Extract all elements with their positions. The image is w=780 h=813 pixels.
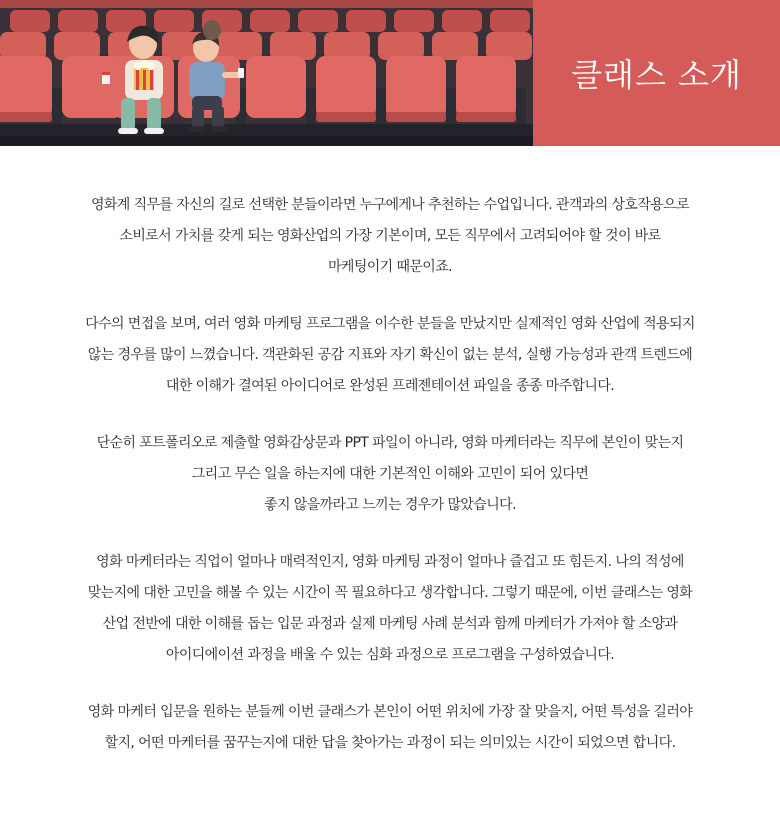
- paragraph-line: 소비로서 가치를 갖게 되는 영화산업의 가장 기본이며, 모든 직무에서 고려되어야 할 것이 바로: [119, 228, 661, 244]
- paragraph: [20, 428, 760, 521]
- paragraph-line: 영화계 직무를 자신의 길로 선택한 분들이라면 누구에게나 추천하는 수업입니다. 관객과의 상호작용으로: [90, 197, 690, 213]
- paragraph-line: 대한 이해가 결여된 아이디어로 완성된 프레젠테이션 파일을 종종 마주합니다.: [165, 378, 615, 394]
- paragraph-line: 아이디에이션 과정을 배울 수 있는 심화 과정으로 프로그램을 구성하였습니다.: [165, 647, 615, 663]
- paragraph: [20, 309, 760, 402]
- paragraph-line: 할지, 어떤 마케터를 꿈꾸는지에 대한 답을 찾아가는 과정이 되는 의미있는 시간이 되었으면 합니다.: [104, 735, 676, 751]
- intro-content: [20, 190, 760, 785]
- paragraph-line: 다수의 면접을 보며, 여러 영화 마케팅 프로그램을 이수한 분들을 만났지만 실제적인 영화 산업에 적용되지: [85, 316, 695, 332]
- paragraph-line: 마케팅이기 때문이죠.: [327, 259, 453, 275]
- page-title: 클래스 소개: [571, 56, 742, 94]
- title-banner: [533, 0, 780, 146]
- paragraph: [20, 547, 760, 671]
- paragraph-line: 산업 전반에 대한 이해를 돕는 입문 과정과 실제 마케팅 사례 분석과 함께 마케터가 가져야 할 소양과: [102, 616, 678, 632]
- paragraph: [20, 697, 760, 759]
- paragraph-line: 맞는지에 대한 고민을 해볼 수 있는 시간이 꼭 필요하다고 생각합니다. 그렇기 때문에, 이번 클래스는 영화: [87, 585, 693, 601]
- paragraph-line: 영화 마케터라는 직업이 얼마나 매력적인지, 영화 마케팅 과정이 얼마나 즐겁고 또 힘든지. 나의 적성에: [96, 554, 684, 570]
- paragraph: [20, 190, 760, 283]
- paragraph-line: 영화 마케터 입문을 원하는 분들께 이번 클래스가 본인이 어떤 위치에 가장 잘 맞을지, 어떤 특성을 길러야: [87, 704, 693, 720]
- paragraph-line: 그리고 무슨 일을 하는지에 대한 기본적인 이해와 고민이 되어 있다면: [191, 466, 589, 482]
- header-banner: [0, 0, 780, 146]
- paragraph-line: 좋지 않을까라고 느끼는 경우가 많았습니다.: [264, 497, 516, 513]
- cinema-illustration: [0, 0, 533, 146]
- paragraph-line: 단순히 포트폴리오로 제출할 영화감상문과 PPT 파일이 아니라, 영화 마케터라는 직무에 본인이 맞는지: [96, 435, 684, 451]
- paragraph-line: 않는 경우를 많이 느꼈습니다. 객관화된 공감 지표와 자기 확신이 없는 분석, 실행 가능성과 관객 트렌드에: [87, 347, 693, 363]
